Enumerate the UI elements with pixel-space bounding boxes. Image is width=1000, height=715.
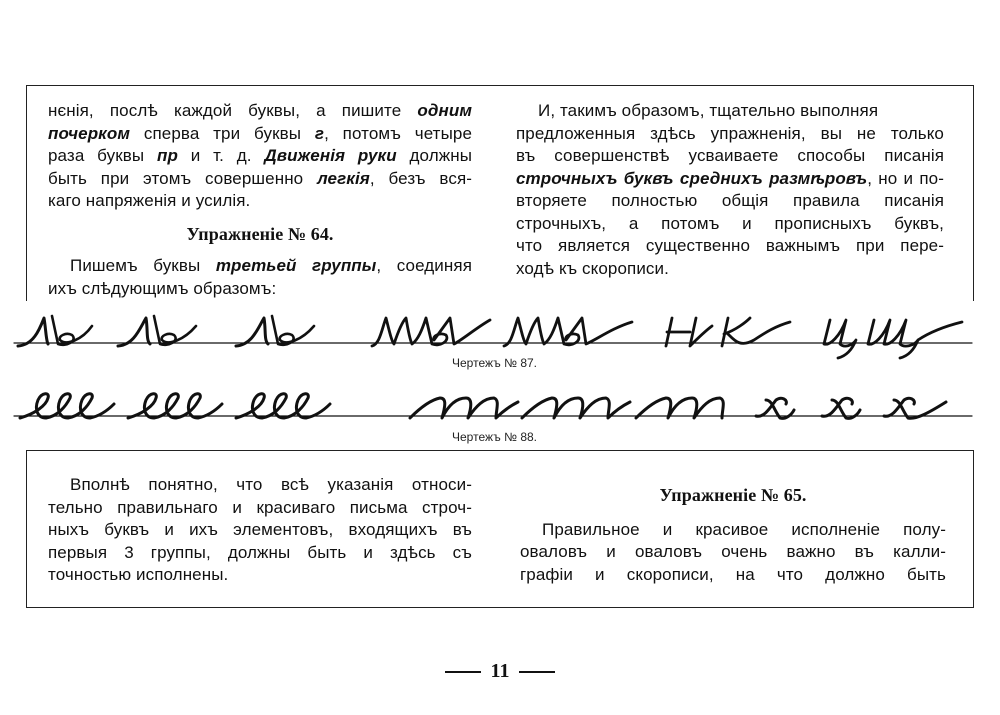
column-top-left: [48, 100, 472, 300]
text-line: строчныхъ буквъ среднихъ размѣровъ, но и по-: [516, 168, 944, 188]
text-line: оваловъ и оваловъ очень важно въ калли-: [520, 542, 946, 561]
page-number-value: 11: [490, 660, 510, 682]
text-line: нєнія, послѣ каждой буквы, а пишите одним: [48, 101, 472, 120]
text-line: ихъ слѣдующимъ образомъ:: [48, 278, 277, 298]
text-line: что является существенно важнымъ при пере-: [516, 236, 944, 255]
text-line: Пишемъ буквы третьей группы, соединяя: [70, 256, 473, 275]
figure-caption-88: Чертежъ № 88.: [452, 430, 537, 444]
figure-caption-87: Чертежъ № 87.: [452, 356, 537, 370]
handwriting-figure-88: [0, 378, 1000, 436]
text-line: предложенныя здѣсь упражненія, вы не только: [516, 123, 944, 143]
text-line: строчныхъ, а потомъ и прописныхъ буквъ,: [516, 213, 944, 233]
text-line: Вполнѣ понятно, что всѣ указанія относи-: [70, 475, 472, 494]
text-line: почерком сперва три буквы г, потомъ четыре: [48, 123, 472, 143]
page-number: [0, 660, 1000, 683]
column-top-right: [516, 100, 944, 280]
dash-right: [519, 671, 555, 673]
text-line: И, такимъ образомъ, тщательно выполняя: [538, 101, 879, 120]
text-line: ходѣ къ скорописи.: [516, 258, 669, 278]
dash-left: [445, 671, 481, 673]
text-line: Правильное и красивое исполненіе полу-: [542, 519, 946, 539]
text-line: быть при этомъ совершенно легкія, безъ вся-: [48, 168, 473, 188]
column-bottom-right: [520, 484, 946, 586]
text-line: вторяете полностью общія правила писанія: [516, 191, 944, 210]
text-line: въ совершенствѣ усваиваете способы писанія: [516, 146, 944, 165]
exercise-heading: Упражненіе № 65.: [659, 485, 807, 505]
text-line: каго напряженія и усилія.: [48, 191, 251, 210]
column-bottom-left: [48, 474, 472, 587]
text-line: первыя 3 группы, должны быть и здѣсь съ: [48, 542, 472, 562]
text-line: тельно правильнаго и красиваго письма строч-: [48, 497, 472, 517]
exercise-heading: Упражненіе № 64.: [186, 223, 334, 244]
text-line: точностью исполнены.: [48, 565, 229, 584]
text-line: ныхъ буквъ и ихъ элементовъ, входящихъ въ: [48, 520, 472, 539]
text-line: графіи и скорописи, на что должно быть: [520, 564, 946, 584]
text-line: раза буквы пр и т. д. Движенія руки должны: [48, 146, 473, 165]
